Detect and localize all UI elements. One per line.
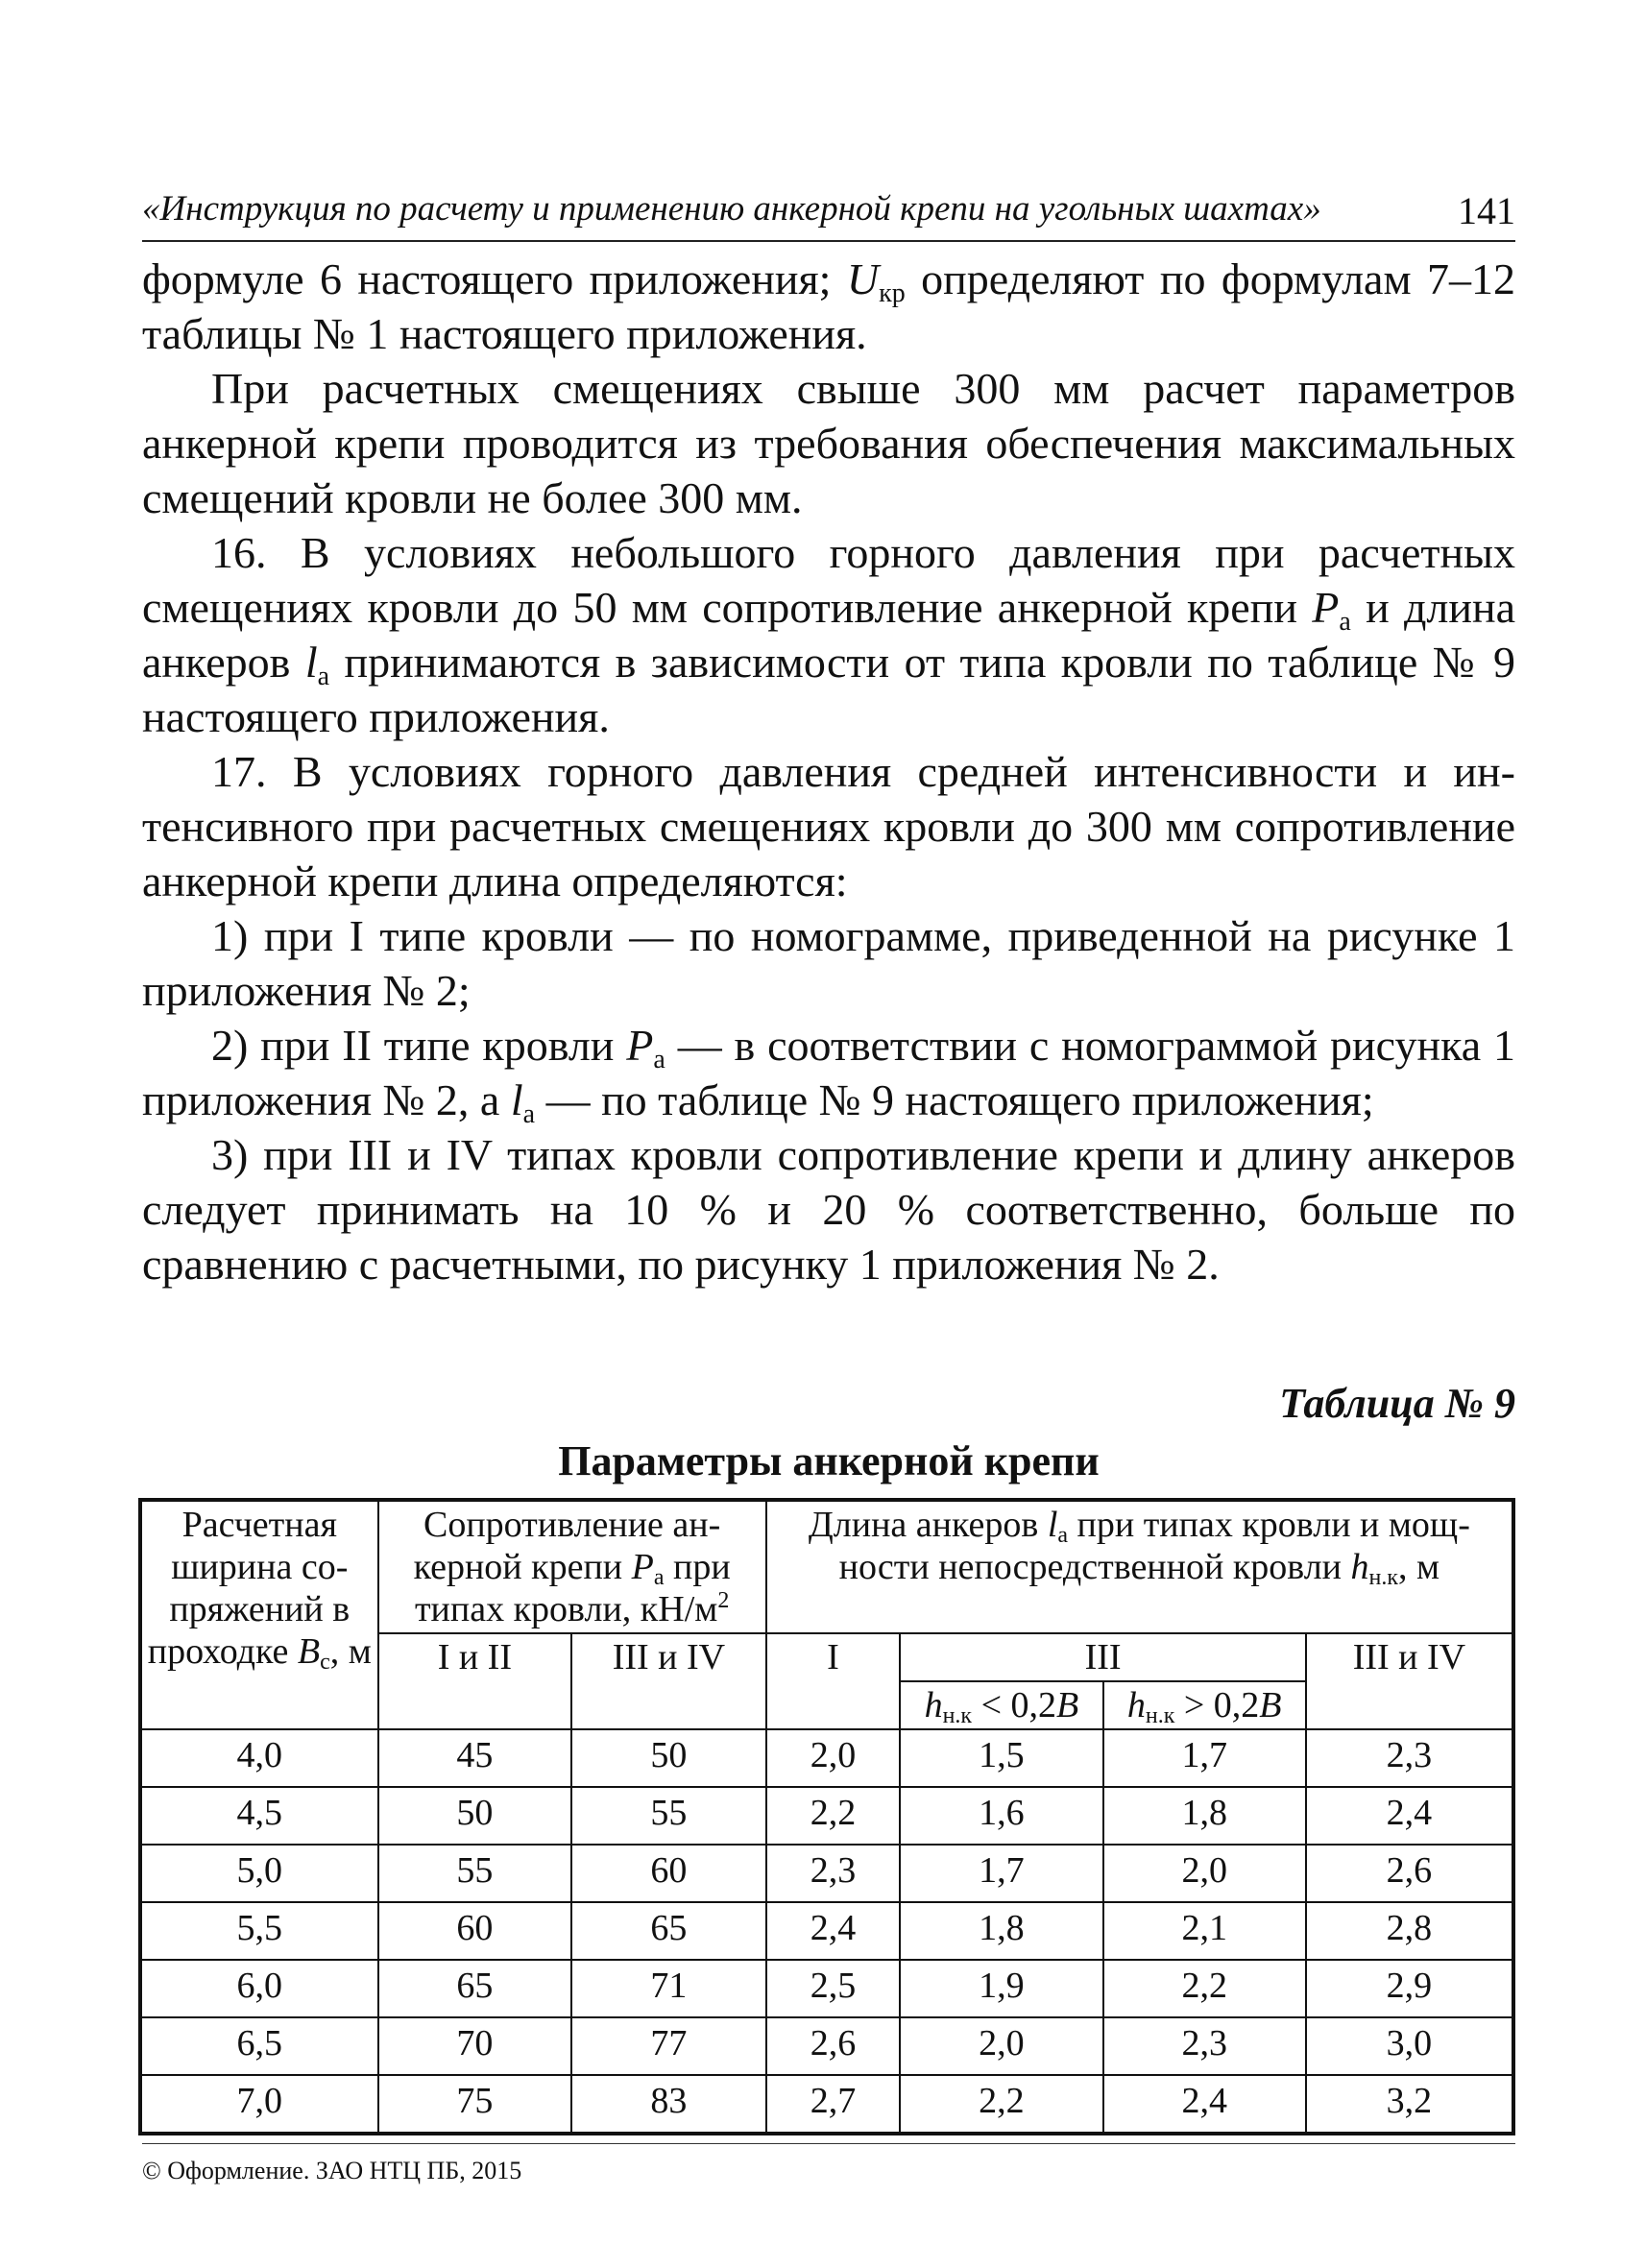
table-cell: 2,4 xyxy=(1103,2075,1306,2134)
table-cell: 1,7 xyxy=(900,1845,1102,1902)
table-cell: 2,3 xyxy=(1103,2017,1306,2075)
subscript: а xyxy=(653,1565,665,1590)
table-cell: 2,3 xyxy=(1306,1729,1513,1787)
table-body xyxy=(140,1729,1513,2134)
table-cell: 1,7 xyxy=(1103,1729,1306,1787)
table-cell: 2,1 xyxy=(1103,1902,1306,1960)
superscript: 2 xyxy=(717,1588,730,1613)
table-cell: 4,0 xyxy=(140,1729,378,1787)
header-resist-i-ii: I и II xyxy=(378,1633,572,1729)
body-text xyxy=(142,252,1515,1291)
running-title: «Инструкция по расчету и применению анкерной крепи на угольных шахтах» xyxy=(142,189,1321,229)
list-item-2 xyxy=(142,1018,1515,1127)
table-cell: 6,5 xyxy=(140,2017,378,2075)
page-number: 141 xyxy=(1458,189,1515,232)
table-cell: 77 xyxy=(571,2017,766,2075)
running-header xyxy=(142,188,1515,238)
paragraph-displacement: При расчетных смещениях свыше 300 мм расчет параметров анкерной крепи проводится из требования обеспечения максимальных смещений кровли не более 300 мм. xyxy=(142,364,1515,522)
table-cell: 2,2 xyxy=(766,1787,901,1845)
header-length-iii-iv: III и IV xyxy=(1306,1633,1513,1729)
header-resistance xyxy=(378,1500,766,1633)
table-cell: 1,9 xyxy=(900,1960,1102,2017)
table-cell: 5,5 xyxy=(140,1902,378,1960)
table-row xyxy=(140,1960,1513,2017)
table-cell: 2,0 xyxy=(1103,1845,1306,1902)
table-cell: 3,0 xyxy=(1306,2017,1513,2075)
table-cell: 45 xyxy=(378,1729,572,1787)
variable-b: B xyxy=(297,1631,321,1672)
table-cell: 7,0 xyxy=(140,2075,378,2134)
table-row xyxy=(140,2075,1513,2134)
table-row xyxy=(140,1845,1513,1902)
variable-b: B xyxy=(1056,1685,1079,1725)
footer-rule xyxy=(142,2143,1515,2144)
subscript: н.к xyxy=(1368,1565,1399,1590)
table-label: Таблица № 9 xyxy=(1279,1380,1515,1427)
text-run: определяют по формулам 7–12 таблицы № 1 настоящего приложения. xyxy=(142,254,1515,358)
variable-l: l xyxy=(510,1075,523,1124)
header-cond-gt xyxy=(1103,1681,1306,1729)
variable-p: P xyxy=(1312,583,1340,632)
table-row xyxy=(140,1787,1513,1845)
table-cell: 1,8 xyxy=(1103,1787,1306,1845)
text-run: — по таблице № 9 настоящего приложения; xyxy=(535,1075,1374,1124)
condition-text: > 0,2 xyxy=(1174,1685,1260,1725)
header-length xyxy=(766,1500,1513,1633)
subscript: н.к xyxy=(1145,1703,1175,1728)
table-cell: 1,5 xyxy=(900,1729,1102,1787)
table-cell: 50 xyxy=(378,1787,572,1845)
table-cell: 5,0 xyxy=(140,1845,378,1902)
condition-text: < 0,2 xyxy=(972,1685,1057,1725)
table-title: Параметры анкерной крепи xyxy=(558,1437,1100,1484)
header-text: Сопротивление анкерной крепи xyxy=(413,1505,721,1587)
table-cell: 2,0 xyxy=(766,1729,901,1787)
footer-copyright: © Оформление. ЗАО НТЦ ПБ, 2015 xyxy=(142,2157,522,2184)
table-cell: 2,7 xyxy=(766,2075,901,2134)
text-run: принимаются в зависимости от типа кровли по таблице № 9 настоящего приложения. xyxy=(142,638,1515,741)
variable-u: U xyxy=(846,254,880,303)
text-run: — в соответствии с номограммой рисунка 1 приложения № 2, а xyxy=(142,1021,1515,1124)
paragraph-continuation xyxy=(142,252,1515,361)
header-text: Расчетная ширина сопряжений в проходке xyxy=(147,1505,351,1672)
table-cell: 2,9 xyxy=(1306,1960,1513,2017)
text-run: формуле 6 настоящего приложения; xyxy=(142,254,847,303)
table-cell: 2,2 xyxy=(1103,1960,1306,2017)
text-run: 2) при II типе кровли xyxy=(211,1021,627,1070)
table-cell: 2,6 xyxy=(766,2017,901,2075)
variable-h: h xyxy=(1126,1685,1146,1725)
table-cell: 2,4 xyxy=(766,1902,901,1960)
paragraph-16 xyxy=(142,525,1515,744)
table-cell: 65 xyxy=(378,1960,572,2017)
table-cell: 55 xyxy=(571,1787,766,1845)
table-row xyxy=(140,2017,1513,2075)
table-cell: 1,8 xyxy=(900,1902,1102,1960)
table-cell: 2,4 xyxy=(1306,1787,1513,1845)
header-text: при типах кровли и мощности непосредственной кровли xyxy=(838,1505,1470,1587)
variable-p: P xyxy=(626,1021,654,1070)
table-cell: 50 xyxy=(571,1729,766,1787)
table-cell: 71 xyxy=(571,1960,766,2017)
text-run: и длина анкеров xyxy=(142,583,1515,687)
table-cell: 1,6 xyxy=(900,1787,1102,1845)
text-run: 16. В условиях небольшого горного давления при расчетных смещениях кровли до 50 мм сопротивление анкерной крепи xyxy=(142,528,1515,632)
unit: , м xyxy=(1398,1547,1440,1587)
variable-b: B xyxy=(1259,1685,1282,1725)
subscript: а xyxy=(1339,607,1351,637)
table-cell: 2,5 xyxy=(766,1960,901,2017)
subscript: а xyxy=(317,662,330,691)
subscript: кр xyxy=(879,278,906,308)
table-cell: 4,5 xyxy=(140,1787,378,1845)
parameters-table xyxy=(138,1498,1515,2135)
table-cell: 2,0 xyxy=(900,2017,1102,2075)
header-width xyxy=(140,1500,378,1729)
table-cell: 2,2 xyxy=(900,2075,1102,2134)
subscript: н.к xyxy=(942,1703,973,1728)
header-length-iii: III xyxy=(900,1633,1306,1681)
variable-p: P xyxy=(631,1547,654,1587)
table-cell: 6,0 xyxy=(140,1960,378,2017)
table-row xyxy=(140,1902,1513,1960)
variable-l: l xyxy=(304,638,318,687)
variable-l: l xyxy=(1047,1505,1058,1545)
list-item-1: 1) при I типе кровли — по номограмме, приведенной на рисунке 1 приложения № 2; xyxy=(142,911,1515,1015)
subscript: а xyxy=(522,1099,536,1129)
table-cell: 60 xyxy=(571,1845,766,1902)
table-cell: 75 xyxy=(378,2075,572,2134)
unit: , м xyxy=(329,1631,372,1672)
header-length-i: I xyxy=(766,1633,901,1729)
header-text: при типах кровли, кН/м xyxy=(414,1547,731,1629)
table-cell: 60 xyxy=(378,1902,572,1960)
subscript: а xyxy=(1057,1523,1069,1548)
header-text: Длина анкеров xyxy=(808,1505,1048,1545)
table-row xyxy=(140,1729,1513,1787)
table-cell: 70 xyxy=(378,2017,572,2075)
list-item-3: 3) при III и IV типах кровли сопротивление крепи и длину анкеров следует принимать на 10 % и 20 % соответственно, больше по сравнению с расчетными, по рисунку 1 приложения № 2. xyxy=(142,1130,1515,1289)
table-cell: 2,6 xyxy=(1306,1845,1513,1902)
table-cell: 2,8 xyxy=(1306,1902,1513,1960)
header-resist-iii-iv: III и IV xyxy=(571,1633,766,1729)
paragraph-17: 17. В условиях горного давления средней интенсивности и интенсивного при расчетных смещениях кровли до 300 мм сопротивление анкерной крепи длина определяются: xyxy=(142,747,1515,905)
table-cell: 83 xyxy=(571,2075,766,2134)
table-cell: 65 xyxy=(571,1902,766,1960)
variable-h: h xyxy=(924,1685,943,1725)
table-cell: 2,3 xyxy=(766,1845,901,1902)
table-cell: 3,2 xyxy=(1306,2075,1513,2134)
header-rule xyxy=(142,240,1515,242)
subscript: а xyxy=(653,1045,665,1074)
table-cell: 55 xyxy=(378,1845,572,1902)
header-cond-lt xyxy=(900,1681,1102,1729)
variable-h: h xyxy=(1350,1547,1369,1587)
subscript: с xyxy=(320,1650,330,1675)
